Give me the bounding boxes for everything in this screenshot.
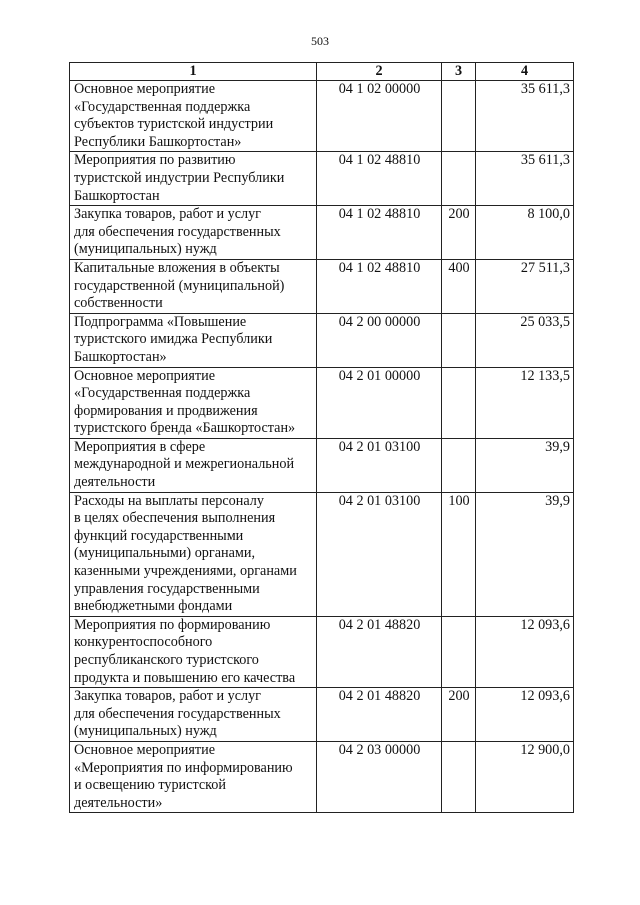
row-name-line: конкурентоспособного xyxy=(74,634,213,651)
row-name-line: Закупка товаров, работ и услуг xyxy=(74,206,261,223)
row-amount-cell: 25 033,5 xyxy=(476,313,574,367)
row-name-line: «Государственная поддержка xyxy=(74,385,251,402)
row-name-line: субъектов туристской индустрии xyxy=(74,116,274,133)
row-name-line: государственной (муниципальной) xyxy=(74,277,285,294)
table-body xyxy=(70,81,574,813)
row-amount-cell: 39,9 xyxy=(476,438,574,492)
row-amount-cell: 12 093,6 xyxy=(476,688,574,742)
row-name-line: функций государственными xyxy=(74,527,244,544)
row-name-line: Мероприятия в сфере xyxy=(74,438,206,455)
header-col-2: 2 xyxy=(317,63,442,81)
row-code-cell: 04 2 01 03100 xyxy=(317,438,442,492)
row-name-line: туристского бренда «Башкортостан» xyxy=(74,420,296,437)
row-name-line: Башкортостан xyxy=(74,187,160,204)
row-expense-type-cell: 100 xyxy=(442,492,476,616)
row-name-cell xyxy=(70,688,317,742)
row-name-line: (муниципальных) нужд xyxy=(74,723,217,740)
row-expense-type-cell: 200 xyxy=(442,206,476,260)
row-name-line: «Государственная поддержка xyxy=(74,98,251,115)
table-row xyxy=(70,438,574,492)
row-amount-cell: 12 900,0 xyxy=(476,741,574,812)
row-code-cell: 04 1 02 48810 xyxy=(317,206,442,260)
row-name-line: формирования и продвижения xyxy=(74,402,258,419)
row-name-cell xyxy=(70,152,317,206)
row-name-line: и освещению туристской xyxy=(74,777,226,794)
row-name-line: казенными учреждениями, органами xyxy=(74,563,297,580)
row-code-cell: 04 2 01 03100 xyxy=(317,492,442,616)
row-name-line: Мероприятия по формированию xyxy=(74,616,271,633)
row-code-cell: 04 1 02 48810 xyxy=(317,259,442,313)
row-name-line: туристской индустрии Республики xyxy=(74,169,285,186)
row-code-cell: 04 1 02 48810 xyxy=(317,152,442,206)
row-name-line: Основное мероприятие xyxy=(74,81,215,97)
row-expense-type-cell: 400 xyxy=(442,259,476,313)
row-name-line: для обеспечения государственных xyxy=(74,705,281,722)
row-name-cell xyxy=(70,741,317,812)
row-name-line: Основное мероприятие xyxy=(74,741,215,758)
row-name-cell xyxy=(70,492,317,616)
table-row xyxy=(70,367,574,438)
table-row xyxy=(70,206,574,260)
row-name-line: международной и межрегиональной xyxy=(74,456,295,473)
row-amount-cell: 12 133,5 xyxy=(476,367,574,438)
row-name-line: «Мероприятия по информированию xyxy=(74,759,293,776)
row-code-cell: 04 2 01 48820 xyxy=(317,616,442,687)
row-name-line: (муниципальных) нужд xyxy=(74,241,217,258)
table-row xyxy=(70,688,574,742)
row-name-line: управления государственными xyxy=(74,580,260,597)
row-expense-type-cell xyxy=(442,438,476,492)
table-row xyxy=(70,259,574,313)
row-name-line: туристского имиджа Республики xyxy=(74,331,273,348)
table-row xyxy=(70,741,574,812)
row-expense-type-cell xyxy=(442,367,476,438)
header-col-3: 3 xyxy=(442,63,476,81)
table-row xyxy=(70,152,574,206)
row-amount-cell: 39,9 xyxy=(476,492,574,616)
row-name-line: продукта и повышению его качества xyxy=(74,669,296,686)
row-name-line: Башкортостан» xyxy=(74,348,167,365)
row-name-cell xyxy=(70,616,317,687)
row-code-cell: 04 2 01 00000 xyxy=(317,367,442,438)
table-row xyxy=(70,616,574,687)
row-amount-cell: 27 511,3 xyxy=(476,259,574,313)
row-expense-type-cell xyxy=(442,313,476,367)
row-amount-cell: 35 611,3 xyxy=(476,81,574,152)
row-code-cell: 04 1 02 00000 xyxy=(317,81,442,152)
row-name-cell xyxy=(70,259,317,313)
table-row xyxy=(70,81,574,152)
row-amount-cell: 35 611,3 xyxy=(476,152,574,206)
row-name-line: Основное мероприятие xyxy=(74,367,215,384)
row-expense-type-cell xyxy=(442,152,476,206)
header-col-1: 1 xyxy=(70,63,317,81)
row-name-line: республиканского туристского xyxy=(74,652,259,668)
page-number: 503 xyxy=(311,34,329,48)
row-name-line: (муниципальными) органами, xyxy=(74,545,256,562)
row-code-cell: 04 2 01 48820 xyxy=(317,688,442,742)
row-expense-type-cell xyxy=(442,741,476,812)
row-name-line: Расходы на выплаты персоналу xyxy=(74,492,264,509)
row-name-line: Подпрограмма «Повышение xyxy=(74,313,247,330)
row-name-line: для обеспечения государственных xyxy=(74,223,281,240)
row-expense-type-cell xyxy=(442,616,476,687)
row-name-line: Капитальные вложения в объекты xyxy=(74,259,280,276)
table-header-row xyxy=(70,63,574,81)
table-row xyxy=(70,492,574,616)
row-name-cell xyxy=(70,313,317,367)
row-code-cell: 04 2 03 00000 xyxy=(317,741,442,812)
row-name-line: Республики Башкортостан» xyxy=(74,133,242,150)
header-col-4: 4 xyxy=(476,63,574,81)
row-name-line: Мероприятия по развитию xyxy=(74,152,236,169)
row-name-cell xyxy=(70,81,317,152)
row-expense-type-cell xyxy=(442,81,476,152)
row-name-line: внебюджетными фондами xyxy=(74,598,233,615)
budget-table xyxy=(69,62,574,813)
row-amount-cell: 8 100,0 xyxy=(476,206,574,260)
row-name-cell xyxy=(70,206,317,260)
row-amount-cell: 12 093,6 xyxy=(476,616,574,687)
row-name-line: Закупка товаров, работ и услуг xyxy=(74,688,261,705)
row-code-cell: 04 2 00 00000 xyxy=(317,313,442,367)
row-name-cell xyxy=(70,367,317,438)
table-row xyxy=(70,313,574,367)
row-name-line: деятельности xyxy=(74,474,156,491)
row-name-line: собственности xyxy=(74,295,163,312)
row-expense-type-cell: 200 xyxy=(442,688,476,742)
row-name-cell xyxy=(70,438,317,492)
row-name-line: деятельности» xyxy=(74,794,163,811)
row-name-line: в целях обеспечения выполнения xyxy=(74,510,276,527)
